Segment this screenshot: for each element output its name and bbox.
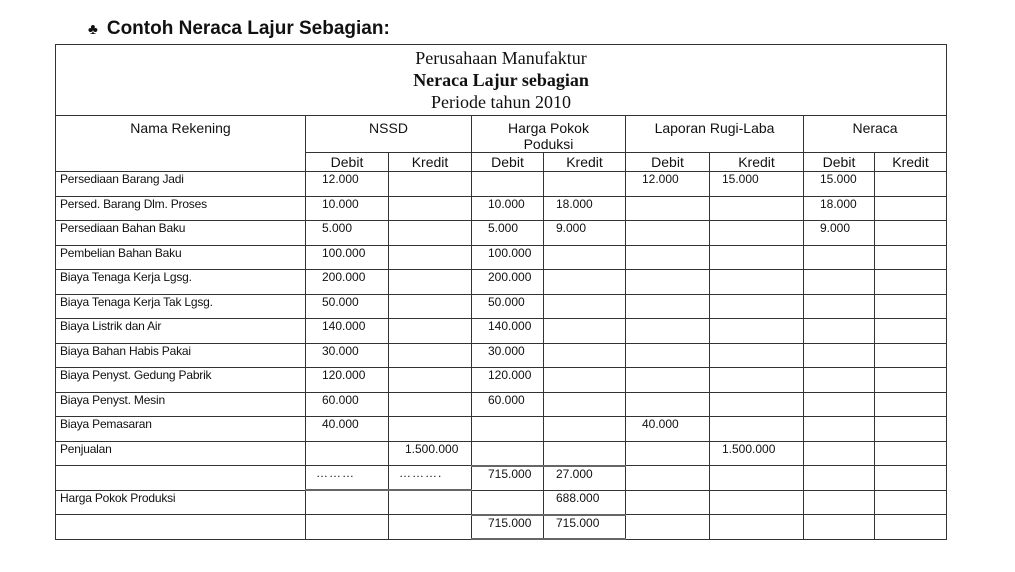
amount-cell: [389, 368, 472, 393]
amount-cell: [875, 319, 947, 344]
amount-cell: ………: [306, 466, 389, 491]
amount-cell: [710, 294, 804, 319]
amount-cell: 5.000: [472, 221, 544, 246]
amount-cell: [626, 270, 710, 295]
amount-cell: [804, 441, 875, 466]
amount-cell: [389, 515, 472, 540]
table-row: [56, 319, 947, 344]
table-row: [56, 270, 947, 295]
amount-cell: [804, 368, 875, 393]
account-name: Biaya Tenaga Kerja Tak Lgsg.: [56, 294, 306, 319]
amount-cell: [472, 441, 544, 466]
account-name: Pembelian Bahan Baku: [56, 245, 306, 270]
amount-cell: [389, 172, 472, 197]
table-row: [56, 515, 947, 540]
amount-cell: [804, 392, 875, 417]
table-row: [56, 392, 947, 417]
column-group-harga-pokok-produksi: [472, 116, 626, 153]
amount-cell: [626, 343, 710, 368]
amount-cell: [389, 392, 472, 417]
amount-cell: [710, 515, 804, 540]
amount-cell: [626, 515, 710, 540]
amount-cell: 5.000: [306, 221, 389, 246]
amount-cell: [710, 368, 804, 393]
amount-cell: [389, 245, 472, 270]
amount-cell: [389, 490, 472, 515]
amount-cell: 30.000: [472, 343, 544, 368]
amount-cell: 200.000: [472, 270, 544, 295]
amount-cell: 10.000: [472, 196, 544, 221]
amount-cell: [875, 196, 947, 221]
table-row: [56, 368, 947, 393]
amount-cell: [875, 490, 947, 515]
subheader-kredit: Kredit: [875, 153, 947, 172]
report-period: Periode tahun 2010: [431, 92, 572, 112]
amount-cell: [626, 245, 710, 270]
amount-cell: [626, 294, 710, 319]
amount-cell: 9.000: [544, 221, 626, 246]
worksheet: [55, 44, 946, 540]
amount-cell: [544, 392, 626, 417]
table-row: [56, 196, 947, 221]
subheader-kredit: Kredit: [710, 153, 804, 172]
amount-cell: [626, 441, 710, 466]
amount-cell: [710, 392, 804, 417]
column-group-nssd: NSSD: [306, 116, 472, 153]
amount-cell: 18.000: [804, 196, 875, 221]
table-row: [56, 343, 947, 368]
amount-cell: [875, 245, 947, 270]
amount-cell: [804, 270, 875, 295]
amount-cell: 1.500.000: [710, 441, 804, 466]
table-row: [56, 294, 947, 319]
amount-cell: [804, 466, 875, 491]
amount-cell: [875, 515, 947, 540]
amount-cell: [389, 343, 472, 368]
amount-cell: 715.000: [544, 515, 626, 540]
amount-cell: [710, 245, 804, 270]
amount-cell: ……….: [389, 466, 472, 491]
amount-cell: [804, 343, 875, 368]
amount-cell: [875, 294, 947, 319]
table-row: [56, 441, 947, 466]
worksheet-table: [55, 44, 947, 540]
amount-cell: [710, 221, 804, 246]
amount-cell: [626, 319, 710, 344]
table-row: [56, 490, 947, 515]
amount-cell: [544, 245, 626, 270]
amount-cell: 1.500.000: [389, 441, 472, 466]
account-name: [56, 466, 306, 491]
account-name: Biaya Tenaga Kerja Lgsg.: [56, 270, 306, 295]
account-name: Persediaan Bahan Baku: [56, 221, 306, 246]
amount-cell: 15.000: [710, 172, 804, 197]
amount-cell: [472, 417, 544, 442]
amount-cell: [389, 221, 472, 246]
table-row: [56, 172, 947, 197]
amount-cell: [875, 221, 947, 246]
amount-cell: [875, 441, 947, 466]
amount-cell: 12.000: [626, 172, 710, 197]
amount-cell: 50.000: [306, 294, 389, 319]
amount-cell: [544, 417, 626, 442]
account-name: Harga Pokok Produksi: [56, 490, 306, 515]
amount-cell: [710, 270, 804, 295]
amount-cell: 140.000: [306, 319, 389, 344]
amount-cell: [875, 172, 947, 197]
amount-cell: 27.000: [544, 466, 626, 491]
amount-cell: [626, 466, 710, 491]
amount-cell: 120.000: [306, 368, 389, 393]
amount-cell: 715.000: [472, 515, 544, 540]
report-name: Neraca Lajur sebagian: [413, 70, 589, 90]
amount-cell: 10.000: [306, 196, 389, 221]
amount-cell: [804, 245, 875, 270]
table-row: [56, 466, 947, 491]
amount-cell: [875, 270, 947, 295]
amount-cell: 15.000: [804, 172, 875, 197]
amount-cell: 40.000: [626, 417, 710, 442]
amount-cell: [710, 196, 804, 221]
amount-cell: 30.000: [306, 343, 389, 368]
amount-cell: [626, 368, 710, 393]
amount-cell: 100.000: [472, 245, 544, 270]
amount-cell: [389, 196, 472, 221]
amount-cell: [306, 515, 389, 540]
amount-cell: [875, 417, 947, 442]
table-row: [56, 221, 947, 246]
subheader-kredit: Kredit: [389, 153, 472, 172]
amount-cell: [544, 270, 626, 295]
subheader-debit: Debit: [306, 153, 389, 172]
amount-cell: [626, 392, 710, 417]
subheader-debit: Debit: [804, 153, 875, 172]
amount-cell: [389, 319, 472, 344]
table-row: [56, 417, 947, 442]
amount-cell: 12.000: [306, 172, 389, 197]
amount-cell: 60.000: [306, 392, 389, 417]
amount-cell: [544, 441, 626, 466]
amount-cell: [544, 343, 626, 368]
amount-cell: 120.000: [472, 368, 544, 393]
company-name: Perusahaan Manufaktur: [415, 48, 587, 68]
subheader-debit: Debit: [626, 153, 710, 172]
account-name: Biaya Bahan Habis Pakai: [56, 343, 306, 368]
amount-cell: 60.000: [472, 392, 544, 417]
amount-cell: [804, 490, 875, 515]
club-bullet-icon: ♣: [88, 21, 98, 38]
amount-cell: [875, 466, 947, 491]
amount-cell: [389, 270, 472, 295]
account-name: Persed. Barang Dlm. Proses: [56, 196, 306, 221]
amount-cell: 688.000: [544, 490, 626, 515]
subheader-kredit: Kredit: [544, 153, 626, 172]
account-name: Biaya Listrik dan Air: [56, 319, 306, 344]
account-name: [56, 515, 306, 540]
amount-cell: [710, 490, 804, 515]
amount-cell: [804, 294, 875, 319]
report-title: [56, 45, 947, 116]
amount-cell: [544, 172, 626, 197]
amount-cell: [544, 368, 626, 393]
account-name: Persediaan Barang Jadi: [56, 172, 306, 197]
amount-cell: [875, 392, 947, 417]
account-name: Penjualan: [56, 441, 306, 466]
amount-cell: [875, 343, 947, 368]
amount-cell: [306, 490, 389, 515]
column-group-laporan-rugi-laba: Laporan Rugi-Laba: [626, 116, 804, 153]
amount-cell: 100.000: [306, 245, 389, 270]
column-header-nama-rekening: Nama Rekening: [56, 116, 306, 172]
amount-cell: [710, 343, 804, 368]
amount-cell: [804, 417, 875, 442]
table-row: [56, 245, 947, 270]
account-name: Biaya Penyst. Gedung Pabrik: [56, 368, 306, 393]
amount-cell: [626, 196, 710, 221]
amount-cell: [710, 466, 804, 491]
amount-cell: [544, 319, 626, 344]
amount-cell: [472, 490, 544, 515]
heading-text: Contoh Neraca Lajur Sebagian:: [106, 18, 390, 39]
amount-cell: [306, 441, 389, 466]
amount-cell: [626, 221, 710, 246]
amount-cell: 200.000: [306, 270, 389, 295]
subheader-debit: Debit: [472, 153, 544, 172]
amount-cell: 40.000: [306, 417, 389, 442]
amount-cell: [389, 417, 472, 442]
amount-cell: 9.000: [804, 221, 875, 246]
account-name: Biaya Pemasaran: [56, 417, 306, 442]
account-name: Biaya Penyst. Mesin: [56, 392, 306, 417]
amount-cell: 18.000: [544, 196, 626, 221]
amount-cell: 715.000: [472, 466, 544, 491]
amount-cell: [710, 319, 804, 344]
amount-cell: [389, 294, 472, 319]
amount-cell: 50.000: [472, 294, 544, 319]
amount-cell: [710, 417, 804, 442]
section-heading: [88, 18, 390, 40]
amount-cell: 140.000: [472, 319, 544, 344]
amount-cell: [875, 368, 947, 393]
amount-cell: [626, 490, 710, 515]
amount-cell: [804, 319, 875, 344]
amount-cell: [544, 294, 626, 319]
amount-cell: [472, 172, 544, 197]
amount-cell: [804, 515, 875, 540]
column-group-neraca: Neraca: [804, 116, 947, 153]
column-group-hpp-label: Harga Pokok Poduksi: [508, 120, 589, 152]
